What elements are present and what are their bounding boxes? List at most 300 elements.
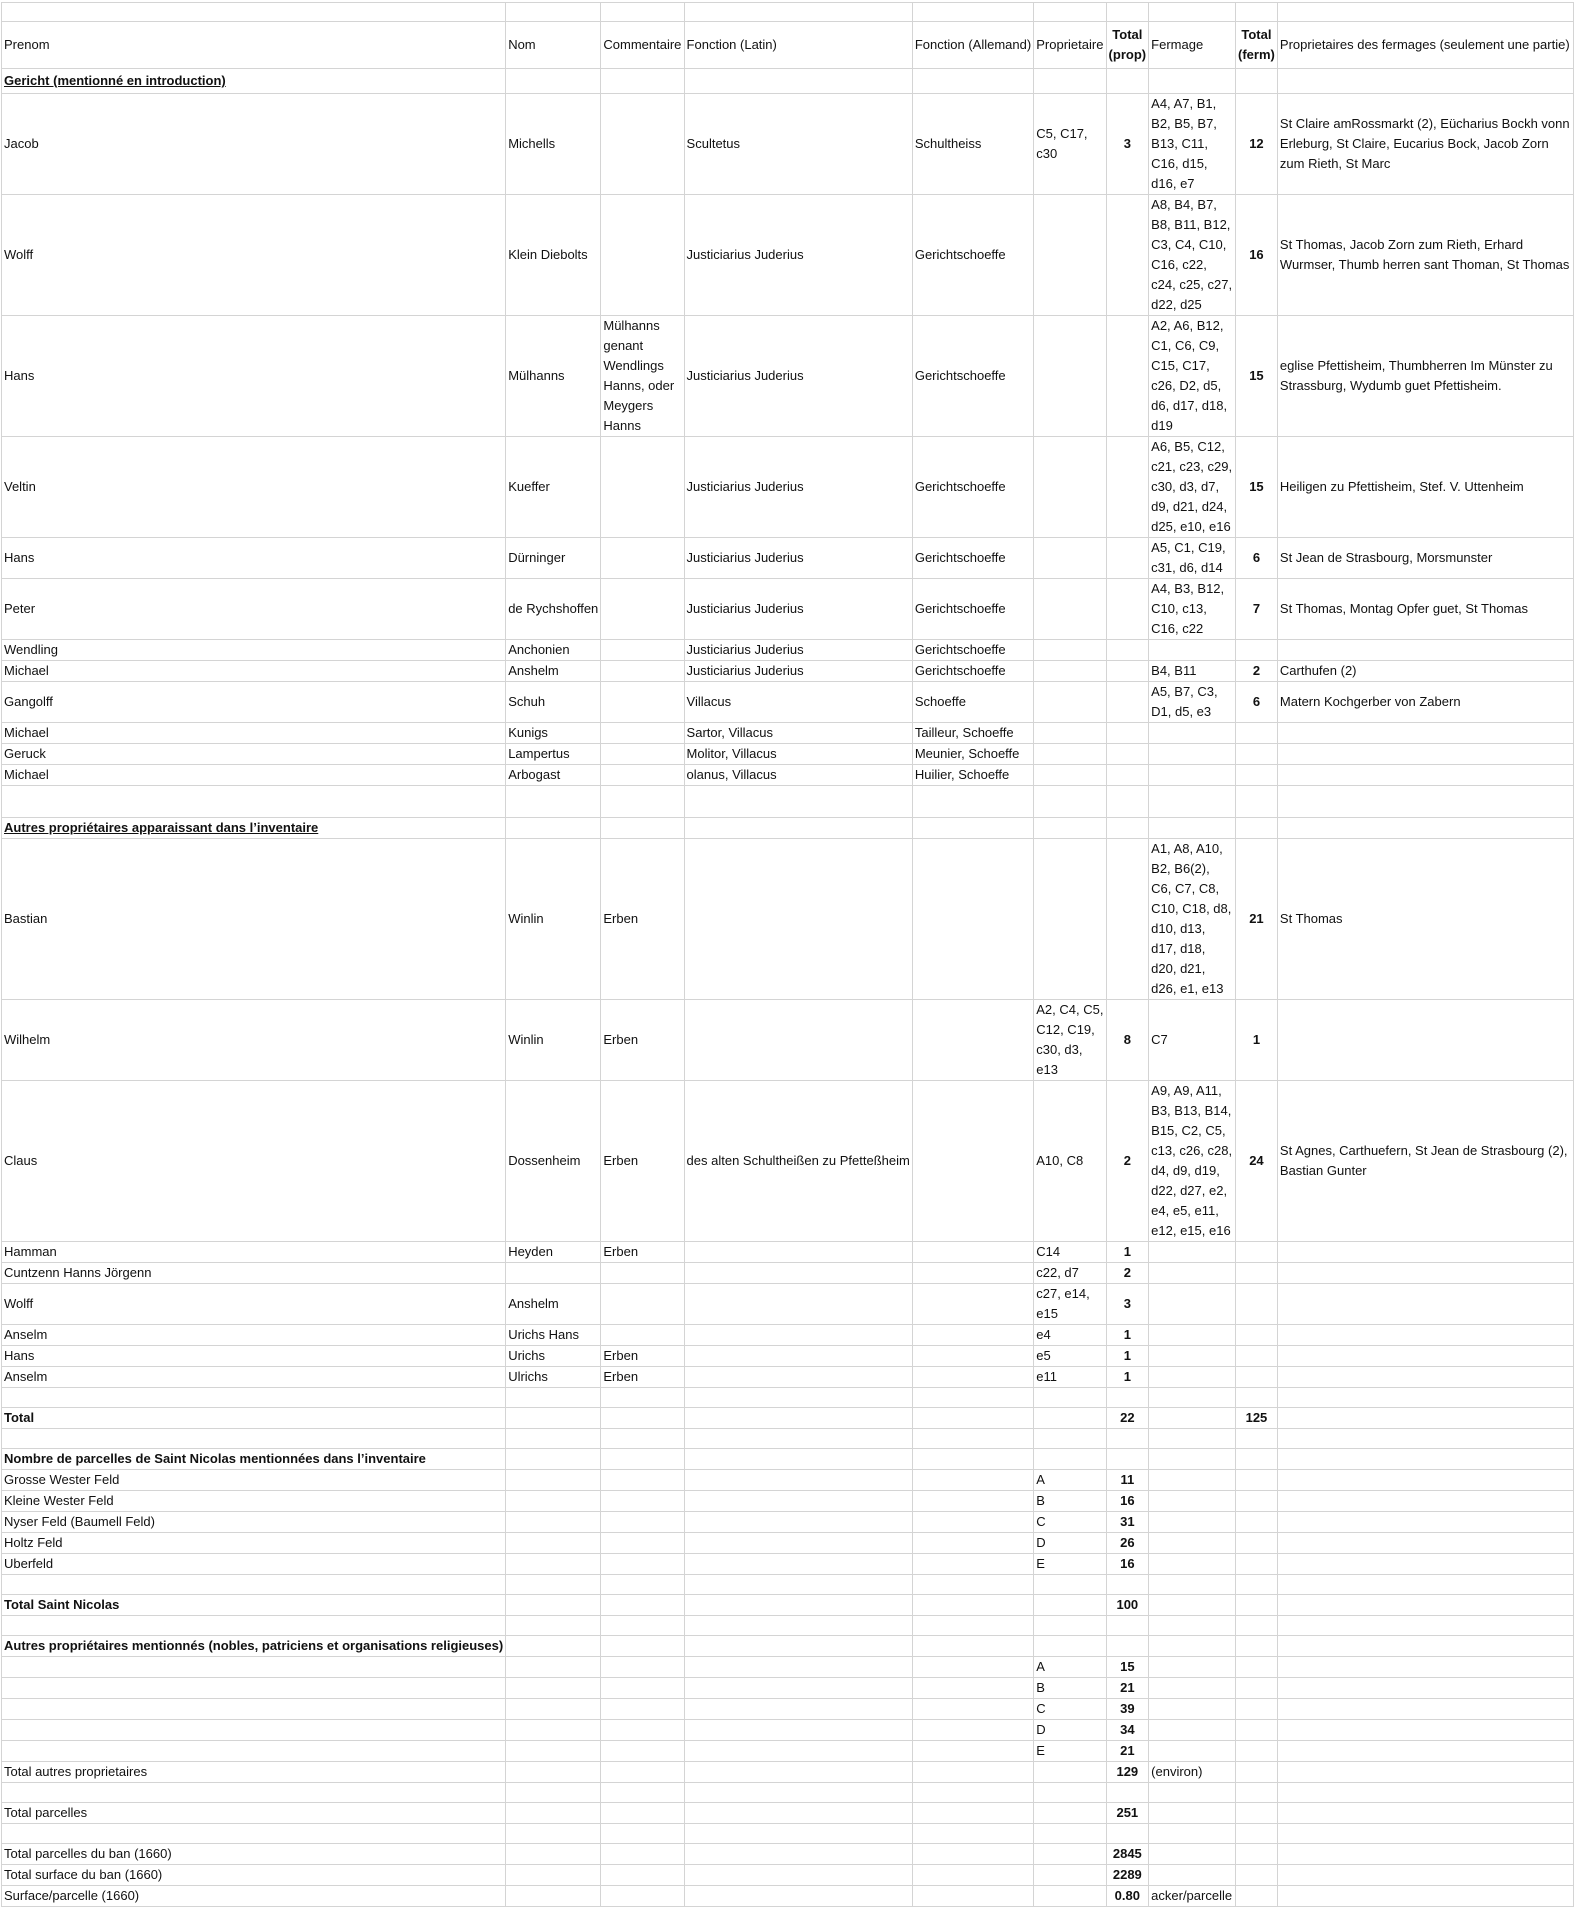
fermage-cell[interactable] [1149,1824,1236,1844]
fonction-latin-cell[interactable] [684,1886,912,1907]
fonction-allemand-cell[interactable]: Gerichtschoeffe [912,640,1033,661]
prenom-cell[interactable]: Wolff [2,1284,506,1325]
prenom-cell[interactable]: Peter [2,579,506,640]
total-prop-value[interactable]: 22 [1106,1408,1149,1429]
fermage-cell[interactable] [1149,1325,1236,1346]
total-prop-cell[interactable] [1106,579,1149,640]
total-prop-cell[interactable]: 1 [1106,1367,1149,1388]
note-cell[interactable] [1149,1678,1236,1699]
total-prop-cell[interactable] [1106,1388,1149,1408]
fonction-latin-cell[interactable] [684,1575,912,1595]
fonction-latin-cell[interactable] [684,1844,912,1865]
proprietaire-cell[interactable] [1034,69,1106,94]
total-ferm-cell[interactable] [1235,1636,1277,1657]
proprietaires-fermages-cell[interactable]: St Claire amRossmarkt (2), Eücharius Bockh vonn Erleburg, St Claire, Eucarius Bock, Jacob Zorn zum Rieth, St Marc [1277,94,1573,195]
total-ferm-cell[interactable] [1235,1242,1277,1263]
fonction-latin-cell[interactable]: Sartor, Villacus [684,723,912,744]
prenom-cell[interactable] [2,1824,506,1844]
proprietaires-fermages-cell[interactable] [1277,1678,1573,1699]
fonction-latin-cell[interactable] [684,1000,912,1081]
proprietaire-cell[interactable]: C14 [1034,1242,1106,1263]
total-ferm-cell[interactable] [1235,723,1277,744]
fermage-cell[interactable]: A6, B5, C12, c21, c23, c29, c30, d3, d7, d9, d21, d24, d25, e10, e16 [1149,437,1236,538]
fonction-allemand-cell[interactable] [912,1346,1033,1367]
note-cell[interactable]: (environ) [1149,1762,1236,1783]
fonction-latin-cell[interactable] [684,1657,912,1678]
proprietaires-fermages-cell[interactable] [1277,1346,1573,1367]
total-ferm-cell[interactable] [1235,786,1277,818]
nom-cell[interactable] [506,1886,601,1907]
fonction-latin-cell[interactable] [684,1678,912,1699]
fonction-allemand-cell[interactable] [912,839,1033,1000]
nom-cell[interactable] [506,1636,601,1657]
fermage-cell[interactable] [1149,69,1236,94]
nom-cell[interactable] [506,1762,601,1783]
total-prop-cell[interactable] [1106,1449,1149,1470]
nom-cell[interactable] [506,1699,601,1720]
prenom-cell[interactable] [2,1429,506,1449]
nom-cell[interactable] [506,3,601,22]
proprietaire-cell[interactable] [1034,1575,1106,1595]
value-cell[interactable]: 26 [1106,1533,1149,1554]
total-ferm-cell[interactable] [1235,1263,1277,1284]
total-ferm-cell[interactable]: 16 [1235,195,1277,316]
fonction-latin-cell[interactable] [684,1803,912,1824]
prenom-cell[interactable]: Michael [2,765,506,786]
proprietaires-fermages-cell[interactable] [1277,640,1573,661]
commentaire-cell[interactable]: Erben [601,839,684,1000]
total-prop-cell[interactable] [1106,437,1149,538]
total-prop-cell[interactable]: 1 [1106,1325,1149,1346]
nom-cell[interactable] [506,1678,601,1699]
nom-cell[interactable] [506,1616,601,1636]
fonction-allemand-cell[interactable] [912,1616,1033,1636]
parcel-code-cell[interactable] [1034,1762,1106,1783]
note-cell[interactable] [1149,1595,1236,1616]
proprietaires-fermages-cell[interactable] [1277,723,1573,744]
proprietaires-fermages-cell[interactable]: St Thomas, Montag Opfer guet, St Thomas [1277,579,1573,640]
parcel-code-cell[interactable]: A [1034,1657,1106,1678]
proprietaire-cell[interactable] [1034,723,1106,744]
commentaire-cell[interactable] [601,1886,684,1907]
proprietaire-cell[interactable] [1034,1824,1106,1844]
fonction-allemand-cell[interactable] [912,1000,1033,1081]
prenom-cell[interactable]: Cuntzenn Hanns Jörgenn [2,1263,506,1284]
prenom-cell[interactable]: Wilhelm [2,1000,506,1081]
fermage-cell[interactable] [1149,1263,1236,1284]
fonction-allemand-cell[interactable] [912,1081,1033,1242]
proprietaires-fermages-cell[interactable] [1277,1783,1573,1803]
fonction-latin-cell[interactable] [684,1616,912,1636]
proprietaires-fermages-cell[interactable] [1277,1284,1573,1325]
total-ferm-cell[interactable]: 21 [1235,839,1277,1000]
proprietaires-fermages-cell[interactable] [1277,1720,1573,1741]
proprietaires-fermages-cell[interactable]: St Agnes, Carthuefern, St Jean de Strasbourg (2), Bastian Gunter [1277,1081,1573,1242]
total-prop-cell[interactable] [1106,1636,1149,1657]
fonction-allemand-cell[interactable] [912,1595,1033,1616]
header-fermage[interactable]: Fermage [1149,22,1236,69]
fonction-latin-cell[interactable]: Molitor, Villacus [684,744,912,765]
commentaire-cell[interactable] [601,744,684,765]
fonction-latin-cell[interactable] [684,786,912,818]
fonction-allemand-cell[interactable]: Gerichtschoeffe [912,661,1033,682]
total-ferm-cell[interactable]: 24 [1235,1081,1277,1242]
proprietaire-cell[interactable] [1034,839,1106,1000]
row-label[interactable]: Nyser Feld (Baumell Feld) [2,1512,506,1533]
fonction-latin-cell[interactable] [684,1491,912,1512]
nom-cell[interactable] [506,818,601,839]
commentaire-cell[interactable] [601,1844,684,1865]
proprietaire-cell[interactable] [1034,3,1106,22]
note-cell[interactable] [1149,1720,1236,1741]
value-cell[interactable]: 21 [1106,1678,1149,1699]
fermage-cell[interactable] [1149,1408,1236,1429]
proprietaires-fermages-cell[interactable] [1277,1325,1573,1346]
nom-cell[interactable] [506,1388,601,1408]
total-ferm-cell[interactable] [1235,3,1277,22]
total-ferm-cell[interactable] [1235,1865,1277,1886]
header-fonction-allemand[interactable]: Fonction (Allemand) [912,22,1033,69]
parcel-code-cell[interactable] [1034,1595,1106,1616]
prenom-cell[interactable]: Jacob [2,94,506,195]
total-ferm-cell[interactable] [1235,1844,1277,1865]
fonction-latin-cell[interactable]: Justiciarius Juderius [684,661,912,682]
fonction-allemand-cell[interactable] [912,1325,1033,1346]
prenom-cell[interactable] [2,1783,506,1803]
total-prop-cell[interactable] [1106,661,1149,682]
fonction-allemand-cell[interactable]: Gerichtschoeffe [912,538,1033,579]
total-prop-cell[interactable]: 8 [1106,1000,1149,1081]
fermage-cell[interactable]: A4, B3, B12, C10, c13, C16, c22 [1149,579,1236,640]
fonction-latin-cell[interactable]: Justiciarius Juderius [684,437,912,538]
commentaire-cell[interactable] [601,661,684,682]
commentaire-cell[interactable] [601,579,684,640]
total-ferm-cell[interactable] [1235,818,1277,839]
value-cell[interactable]: 251 [1106,1803,1149,1824]
prenom-cell[interactable] [2,1616,506,1636]
fonction-allemand-cell[interactable] [912,1554,1033,1575]
commentaire-cell[interactable] [601,1449,684,1470]
prenom-cell[interactable] [2,786,506,818]
header-proprietaire[interactable]: Proprietaire [1034,22,1106,69]
proprietaire-cell[interactable] [1034,1783,1106,1803]
total-prop-cell[interactable]: 3 [1106,1284,1149,1325]
fonction-allemand-cell[interactable]: Schoeffe [912,682,1033,723]
commentaire-cell[interactable] [601,1284,684,1325]
fonction-allemand-cell[interactable] [912,1512,1033,1533]
note-cell[interactable] [1149,1657,1236,1678]
total-prop-cell[interactable]: 2 [1106,1081,1149,1242]
parcel-code-cell[interactable]: D [1034,1533,1106,1554]
fonction-allemand-cell[interactable] [912,786,1033,818]
fonction-latin-cell[interactable] [684,1325,912,1346]
proprietaire-cell[interactable] [1034,1388,1106,1408]
nom-cell[interactable] [506,1470,601,1491]
note-cell[interactable] [1149,1741,1236,1762]
total-ferm-cell[interactable]: 6 [1235,538,1277,579]
total-ferm-cell[interactable]: 6 [1235,682,1277,723]
total-prop-cell[interactable] [1106,744,1149,765]
fermage-cell[interactable] [1149,1346,1236,1367]
proprietaire-cell[interactable] [1034,1616,1106,1636]
total-ferm-cell[interactable] [1235,1657,1277,1678]
proprietaire-cell[interactable]: C5, C17, c30 [1034,94,1106,195]
fonction-allemand-cell[interactable] [912,1263,1033,1284]
fermage-cell[interactable] [1149,1616,1236,1636]
proprietaires-fermages-cell[interactable] [1277,818,1573,839]
value-cell[interactable]: 129 [1106,1762,1149,1783]
proprietaires-fermages-cell[interactable] [1277,1762,1573,1783]
commentaire-cell[interactable] [601,1533,684,1554]
fonction-allemand-cell[interactable]: Schultheiss [912,94,1033,195]
fonction-allemand-cell[interactable]: Gerichtschoeffe [912,579,1033,640]
fonction-allemand-cell[interactable] [912,818,1033,839]
nom-cell[interactable] [506,1263,601,1284]
nom-cell[interactable] [506,1491,601,1512]
fonction-allemand-cell[interactable] [912,1470,1033,1491]
commentaire-cell[interactable] [601,195,684,316]
proprietaire-cell[interactable] [1034,744,1106,765]
proprietaire-cell[interactable]: A2, C4, C5, C12, C19, c30, d3, e13 [1034,1000,1106,1081]
prenom-cell[interactable] [2,3,506,22]
proprietaire-cell[interactable] [1034,538,1106,579]
prenom-cell[interactable]: Hans [2,538,506,579]
fonction-latin-cell[interactable] [684,69,912,94]
row-label[interactable]: Total autres proprietaires [2,1762,506,1783]
nom-cell[interactable] [506,1554,601,1575]
parcel-code-cell[interactable] [1034,1844,1106,1865]
row-label[interactable]: Total parcelles du ban (1660) [2,1844,506,1865]
nom-cell[interactable] [506,1408,601,1429]
commentaire-cell[interactable] [601,1741,684,1762]
nom-cell[interactable]: Winlin [506,1000,601,1081]
nom-cell[interactable]: Anshelm [506,1284,601,1325]
fonction-allemand-cell[interactable] [912,1449,1033,1470]
fonction-allemand-cell[interactable]: Meunier, Schoeffe [912,744,1033,765]
commentaire-cell[interactable]: Erben [601,1081,684,1242]
parcel-code-cell[interactable]: C [1034,1699,1106,1720]
row-label[interactable]: Grosse Wester Feld [2,1470,506,1491]
proprietaires-fermages-cell[interactable] [1277,744,1573,765]
note-cell[interactable] [1149,1803,1236,1824]
prenom-cell[interactable]: Veltin [2,437,506,538]
fonction-latin-cell[interactable] [684,1824,912,1844]
fermage-cell[interactable] [1149,640,1236,661]
commentaire-cell[interactable] [601,1616,684,1636]
proprietaires-fermages-cell[interactable]: Heiligen zu Pfettisheim, Stef. V. Uttenheim [1277,437,1573,538]
header-total-ferm[interactable]: Total (ferm) [1235,22,1277,69]
commentaire-cell[interactable] [601,1783,684,1803]
fermage-cell[interactable] [1149,1367,1236,1388]
proprietaires-fermages-cell[interactable] [1277,1242,1573,1263]
fonction-allemand-cell[interactable] [912,1636,1033,1657]
fermage-cell[interactable] [1149,1636,1236,1657]
nom-cell[interactable] [506,1720,601,1741]
total-ferm-cell[interactable] [1235,1470,1277,1491]
fonction-latin-cell[interactable] [684,1783,912,1803]
header-commentaire[interactable]: Commentaire [601,22,684,69]
nom-cell[interactable] [506,1865,601,1886]
fermage-cell[interactable] [1149,1449,1236,1470]
row-label[interactable]: Uberfeld [2,1554,506,1575]
commentaire-cell[interactable]: Erben [601,1000,684,1081]
nom-cell[interactable]: Urichs [506,1346,601,1367]
fonction-allemand-cell[interactable] [912,1741,1033,1762]
note-cell[interactable] [1149,1865,1236,1886]
value-cell[interactable]: 16 [1106,1491,1149,1512]
note-cell[interactable]: acker/parcelle [1149,1886,1236,1907]
commentaire-cell[interactable] [601,1388,684,1408]
section-autres-mentionnes-title[interactable]: Autres propriétaires mentionnés (nobles, patriciens et organisations religieuses) [2,1636,506,1657]
value-cell[interactable]: 39 [1106,1699,1149,1720]
fonction-allemand-cell[interactable]: Gerichtschoeffe [912,437,1033,538]
total-ferm-cell[interactable] [1235,1388,1277,1408]
nom-cell[interactable] [506,1449,601,1470]
commentaire-cell[interactable] [601,1824,684,1844]
value-cell[interactable]: 31 [1106,1512,1149,1533]
fonction-latin-cell[interactable] [684,1388,912,1408]
fonction-latin-cell[interactable] [684,1470,912,1491]
nom-cell[interactable]: Kueffer [506,437,601,538]
proprietaires-fermages-cell[interactable] [1277,1470,1573,1491]
nom-cell[interactable]: Klein Diebolts [506,195,601,316]
note-cell[interactable] [1149,1844,1236,1865]
nom-cell[interactable] [506,1575,601,1595]
prenom-cell[interactable]: Anselm [2,1325,506,1346]
commentaire-cell[interactable] [601,1554,684,1575]
total-prop-cell[interactable]: 3 [1106,94,1149,195]
fermage-cell[interactable] [1149,1429,1236,1449]
commentaire-cell[interactable] [601,1263,684,1284]
fonction-latin-cell[interactable]: des alten Schultheißen zu Pfetteßheim [684,1081,912,1242]
proprietaire-cell[interactable] [1034,818,1106,839]
total-prop-cell[interactable] [1106,1616,1149,1636]
note-cell[interactable] [1149,1554,1236,1575]
total-prop-cell[interactable] [1106,723,1149,744]
total-prop-cell[interactable] [1106,640,1149,661]
value-cell[interactable]: 100 [1106,1595,1149,1616]
proprietaires-fermages-cell[interactable] [1277,1408,1573,1429]
prenom-cell[interactable]: Michael [2,661,506,682]
commentaire-cell[interactable] [601,3,684,22]
fonction-allemand-cell[interactable] [912,1575,1033,1595]
header-total-prop[interactable]: Total (prop) [1106,22,1149,69]
proprietaires-fermages-cell[interactable] [1277,1636,1573,1657]
proprietaires-fermages-cell[interactable] [1277,1575,1573,1595]
parcel-code-cell[interactable] [1034,1865,1106,1886]
commentaire-cell[interactable] [601,765,684,786]
proprietaire-cell[interactable] [1034,661,1106,682]
fonction-latin-cell[interactable] [684,3,912,22]
commentaire-cell[interactable] [601,1636,684,1657]
total-prop-cell[interactable] [1106,765,1149,786]
commentaire-cell[interactable] [601,1865,684,1886]
fonction-allemand-cell[interactable] [912,1783,1033,1803]
proprietaires-fermages-cell[interactable] [1277,1554,1573,1575]
prenom-cell[interactable]: Hans [2,1346,506,1367]
fonction-allemand-cell[interactable] [912,1720,1033,1741]
total-ferm-cell[interactable] [1235,1720,1277,1741]
proprietaire-cell[interactable] [1034,195,1106,316]
total-ferm-cell[interactable] [1235,1325,1277,1346]
nom-cell[interactable]: Mülhanns [506,316,601,437]
fonction-allemand-cell[interactable] [912,1429,1033,1449]
fonction-allemand-cell[interactable] [912,1408,1033,1429]
fermage-cell[interactable]: A1, A8, A10, B2, B6(2), C6, C7, C8, C10, C18, d8, d10, d13, d17, d18, d20, d21, d26, e1, e13 [1149,839,1236,1000]
total-ferm-cell[interactable] [1235,765,1277,786]
row-label[interactable] [2,1657,506,1678]
fonction-latin-cell[interactable] [684,1429,912,1449]
fermage-cell[interactable]: C7 [1149,1000,1236,1081]
total-prop-cell[interactable]: 1 [1106,1242,1149,1263]
proprietaires-fermages-cell[interactable] [1277,1824,1573,1844]
fonction-latin-cell[interactable] [684,1762,912,1783]
fonction-latin-cell[interactable] [684,1533,912,1554]
note-cell[interactable] [1149,1699,1236,1720]
fonction-latin-cell[interactable]: Justiciarius Juderius [684,579,912,640]
commentaire-cell[interactable] [601,1657,684,1678]
total-ferm-cell[interactable] [1235,1886,1277,1907]
fermage-cell[interactable] [1149,765,1236,786]
commentaire-cell[interactable]: Mülhanns genant Wendlings Hanns, oder Meygers Hanns [601,316,684,437]
total-ferm-cell[interactable]: 12 [1235,94,1277,195]
commentaire-cell[interactable]: Erben [601,1242,684,1263]
total-prop-cell[interactable] [1106,1575,1149,1595]
fermage-cell[interactable]: A9, A9, A11, B3, B13, B14, B15, C2, C5, c13, c26, c28, d4, d9, d19, d22, d27, e2, e4, e5, e11, e12, e15, e16 [1149,1081,1236,1242]
fermage-cell[interactable] [1149,744,1236,765]
fonction-allemand-cell[interactable] [912,1844,1033,1865]
fonction-allemand-cell[interactable] [912,1284,1033,1325]
fermage-cell[interactable]: B4, B11 [1149,661,1236,682]
fonction-latin-cell[interactable]: Scultetus [684,94,912,195]
proprietaire-cell[interactable] [1034,640,1106,661]
proprietaires-fermages-cell[interactable]: Carthufen (2) [1277,661,1573,682]
row-label[interactable]: Kleine Wester Feld [2,1491,506,1512]
fonction-latin-cell[interactable] [684,1346,912,1367]
total-prop-cell[interactable] [1106,316,1149,437]
commentaire-cell[interactable] [601,1325,684,1346]
fonction-allemand-cell[interactable] [912,3,1033,22]
nom-cell[interactable]: Kunigs [506,723,601,744]
fonction-latin-cell[interactable] [684,818,912,839]
fermage-cell[interactable] [1149,786,1236,818]
fonction-latin-cell[interactable]: Villacus [684,682,912,723]
fonction-latin-cell[interactable] [684,1720,912,1741]
prenom-cell[interactable]: Gangolff [2,682,506,723]
nom-cell[interactable]: Urichs Hans [506,1325,601,1346]
commentaire-cell[interactable] [601,818,684,839]
prenom-cell[interactable]: Claus [2,1081,506,1242]
total-prop-cell[interactable]: 1 [1106,1346,1149,1367]
prenom-cell[interactable]: Bastian [2,839,506,1000]
prenom-cell[interactable] [2,1575,506,1595]
nom-cell[interactable] [506,1803,601,1824]
nom-cell[interactable] [506,1595,601,1616]
prenom-cell[interactable]: Wendling [2,640,506,661]
fonction-latin-cell[interactable] [684,1284,912,1325]
header-nom[interactable]: Nom [506,22,601,69]
prenom-cell[interactable]: Geruck [2,744,506,765]
fonction-latin-cell[interactable]: Justiciarius Juderius [684,195,912,316]
fermage-cell[interactable] [1149,1783,1236,1803]
parcel-code-cell[interactable]: E [1034,1741,1106,1762]
commentaire-cell[interactable] [601,1699,684,1720]
commentaire-cell[interactable] [601,1575,684,1595]
proprietaires-fermages-cell[interactable] [1277,1429,1573,1449]
total-ferm-cell[interactable] [1235,1699,1277,1720]
fonction-latin-cell[interactable] [684,1449,912,1470]
prenom-cell[interactable]: Wolff [2,195,506,316]
